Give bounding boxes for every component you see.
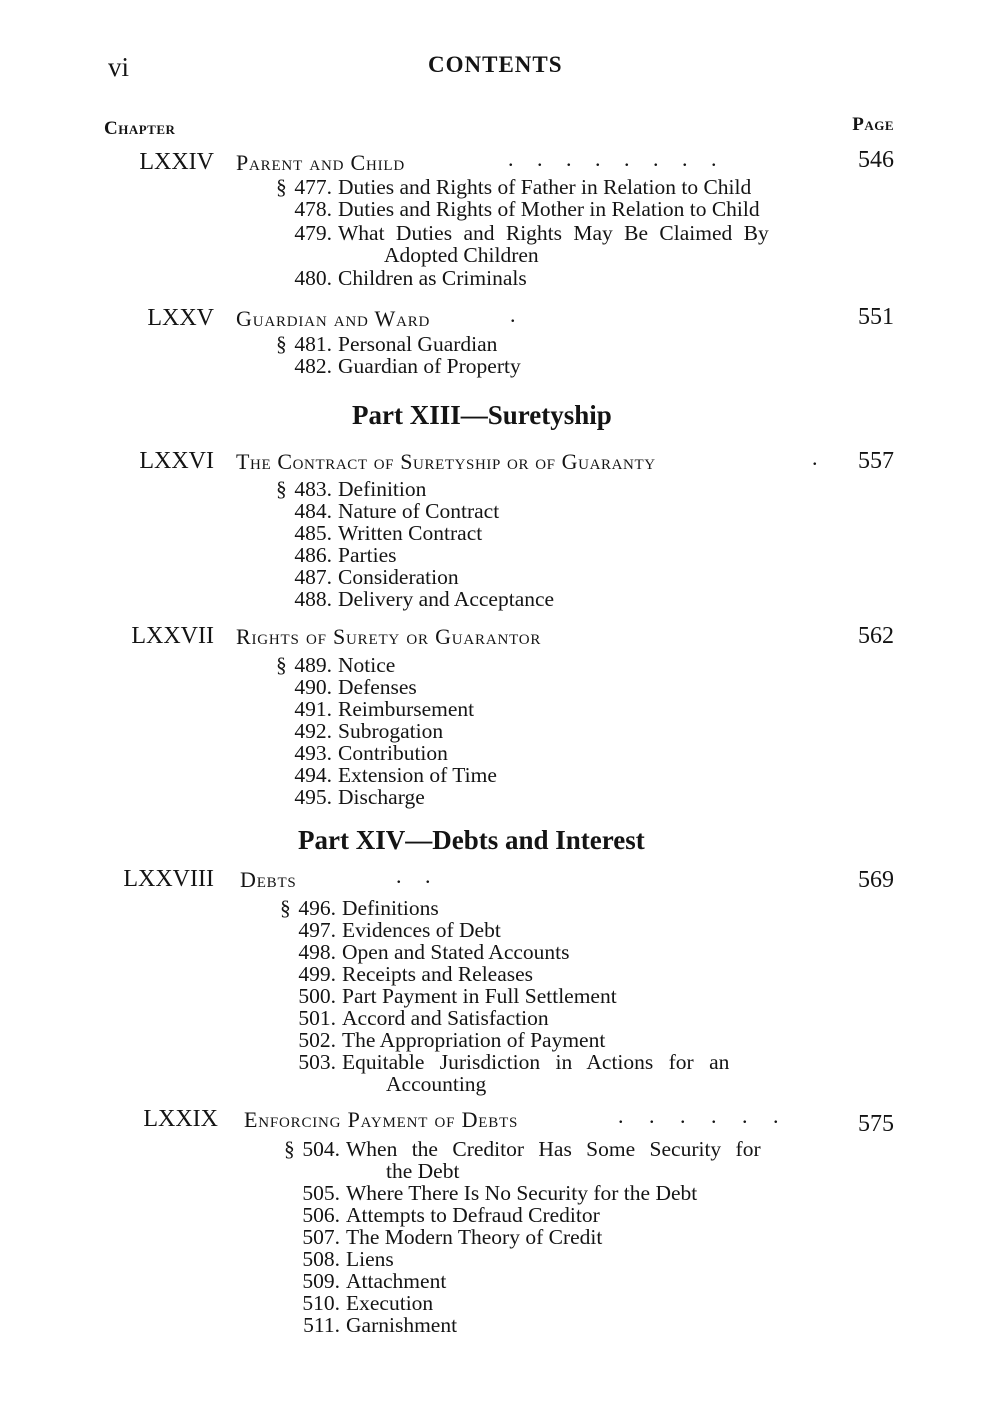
section-number: 511. xyxy=(303,1313,340,1337)
leader-dots: . . . . . . . . xyxy=(508,146,726,171)
section-title: Reimbursement xyxy=(338,697,475,721)
section-number: 495. xyxy=(294,785,332,809)
section-title: Contribution xyxy=(338,741,448,765)
leader-dots: . xyxy=(812,445,827,470)
section-title: Evidences of Debt xyxy=(342,918,501,942)
folio: vi xyxy=(108,52,130,82)
running-title: CONTENTS xyxy=(428,52,563,77)
section-title: Defenses xyxy=(338,675,417,699)
chapter-number: LXXVI xyxy=(139,448,214,474)
section-number: 508. xyxy=(302,1247,340,1271)
section-title: Discharge xyxy=(338,785,425,809)
section-title: Duties and Rights of Father in Relation to Child xyxy=(338,175,752,199)
section-number: 493. xyxy=(294,741,332,765)
section-title-continuation: the Debt xyxy=(386,1159,460,1183)
page-number: 557 xyxy=(858,448,894,474)
page-number: 569 xyxy=(858,867,894,893)
part-heading: Part XIII—Suretyship xyxy=(352,400,612,430)
chapter-title: Rights of Surety or Guarantor xyxy=(236,624,542,649)
chapter-number: LXXIX xyxy=(143,1106,218,1132)
page-number: 546 xyxy=(858,147,894,173)
section-number: 499. xyxy=(298,962,336,986)
section-title: Duties and Rights of Mother in Relation to Child xyxy=(338,197,760,221)
section-number: 500. xyxy=(298,984,336,1008)
section-title: Accord and Satisfaction xyxy=(342,1006,549,1030)
page-number: 551 xyxy=(858,304,894,330)
section-title: Consideration xyxy=(338,565,459,589)
chapter-title: Guardian and Ward xyxy=(236,306,431,331)
section-title: Execution xyxy=(346,1291,434,1315)
page-column-header: Page xyxy=(852,114,894,135)
section-number: 505. xyxy=(302,1181,340,1205)
section-number: 503. xyxy=(298,1050,336,1074)
chapter-column-header: Chapter xyxy=(104,118,176,139)
section-title: Garnishment xyxy=(346,1313,458,1337)
section-number: 497. xyxy=(298,918,336,942)
section-title: Liens xyxy=(346,1247,394,1271)
section-title: Notice xyxy=(338,653,396,677)
section-number: 487. xyxy=(294,565,332,589)
chapter-title: Debts xyxy=(240,867,297,892)
page-number: 562 xyxy=(858,623,894,649)
section-title: Parties xyxy=(338,543,397,567)
section-title: Equitable Jurisdiction in Actions for an xyxy=(342,1050,730,1074)
chapter-title: Parent and Child xyxy=(236,150,406,175)
section-number: 502. xyxy=(298,1028,336,1052)
section-number: 509. xyxy=(302,1269,340,1293)
section-title: Delivery and Acceptance xyxy=(338,587,555,611)
section-title: Extension of Time xyxy=(338,763,497,787)
section-number: 484. xyxy=(294,499,332,523)
section-number: 477. xyxy=(294,175,332,199)
section-number: 488. xyxy=(294,587,332,611)
section-mark: § xyxy=(276,477,287,501)
section-title: Part Payment in Full Settlement xyxy=(342,984,617,1008)
section-number: 480. xyxy=(294,266,332,290)
section-number: 504. xyxy=(302,1137,340,1161)
section-mark: § xyxy=(284,1137,295,1161)
section-title: Where There Is No Security for the Debt xyxy=(346,1181,698,1205)
section-number: 490. xyxy=(294,675,332,699)
section-title-continuation: Accounting xyxy=(386,1072,487,1096)
section-title: What Duties and Rights May Be Claimed By xyxy=(338,221,769,245)
section-number: 478. xyxy=(294,197,332,221)
section-mark: § xyxy=(280,896,291,920)
section-number: 507. xyxy=(302,1225,340,1249)
section-number: 492. xyxy=(294,719,332,743)
section-title: Nature of Contract xyxy=(338,499,500,523)
section-number: 482. xyxy=(294,354,332,378)
section-title: Attempts to Defraud Creditor xyxy=(346,1203,600,1227)
section-number: 510. xyxy=(302,1291,340,1315)
section-number: 489. xyxy=(294,653,332,677)
section-mark: § xyxy=(276,653,287,677)
section-title: Receipts and Releases xyxy=(342,962,534,986)
chapter-number: LXXVII xyxy=(131,623,214,649)
section-title: Children as Criminals xyxy=(338,266,527,290)
section-number: 485. xyxy=(294,521,332,545)
chapter-title: The Contract of Suretyship or of Guaranty xyxy=(236,449,656,474)
section-title: Attachment xyxy=(346,1269,447,1293)
section-title: Guardian of Property xyxy=(338,354,521,378)
section-number: 479. xyxy=(294,221,332,245)
chapter-number: LXXVIII xyxy=(123,866,214,892)
section-title: The Modern Theory of Credit xyxy=(346,1225,603,1249)
leader-dots: . . xyxy=(396,863,440,888)
section-number: 491. xyxy=(294,697,332,721)
section-title: Definition xyxy=(338,477,427,501)
section-number: 498. xyxy=(298,940,336,964)
chapter-number: LXXV xyxy=(147,305,214,331)
section-number: 501. xyxy=(298,1006,336,1030)
section-title: Written Contract xyxy=(338,521,483,545)
section-number: 506. xyxy=(302,1203,340,1227)
section-title: Personal Guardian xyxy=(338,332,498,356)
part-heading: Part XIV—Debts and Interest xyxy=(298,825,645,855)
leader-dots: . xyxy=(510,302,525,327)
chapter-title: Enforcing Payment of Debts xyxy=(244,1107,519,1132)
section-title-continuation: Adopted Children xyxy=(384,243,539,267)
section-title: Subrogation xyxy=(338,719,444,743)
section-title: The Appropriation of Payment xyxy=(342,1028,606,1052)
section-mark: § xyxy=(276,332,287,356)
page-number: 575 xyxy=(858,1111,894,1137)
section-number: 483. xyxy=(294,477,332,501)
section-title: When the Creditor Has Some Security for xyxy=(346,1137,761,1161)
section-number: 486. xyxy=(294,543,332,567)
section-mark: § xyxy=(276,175,287,199)
chapter-number: LXXIV xyxy=(139,149,214,175)
leader-dots: . . . . . . xyxy=(618,1103,789,1128)
section-number: 496. xyxy=(298,896,336,920)
section-number: 494. xyxy=(294,763,332,787)
section-title: Open and Stated Accounts xyxy=(342,940,570,964)
section-number: 481. xyxy=(294,332,332,356)
section-title: Definitions xyxy=(342,896,439,920)
